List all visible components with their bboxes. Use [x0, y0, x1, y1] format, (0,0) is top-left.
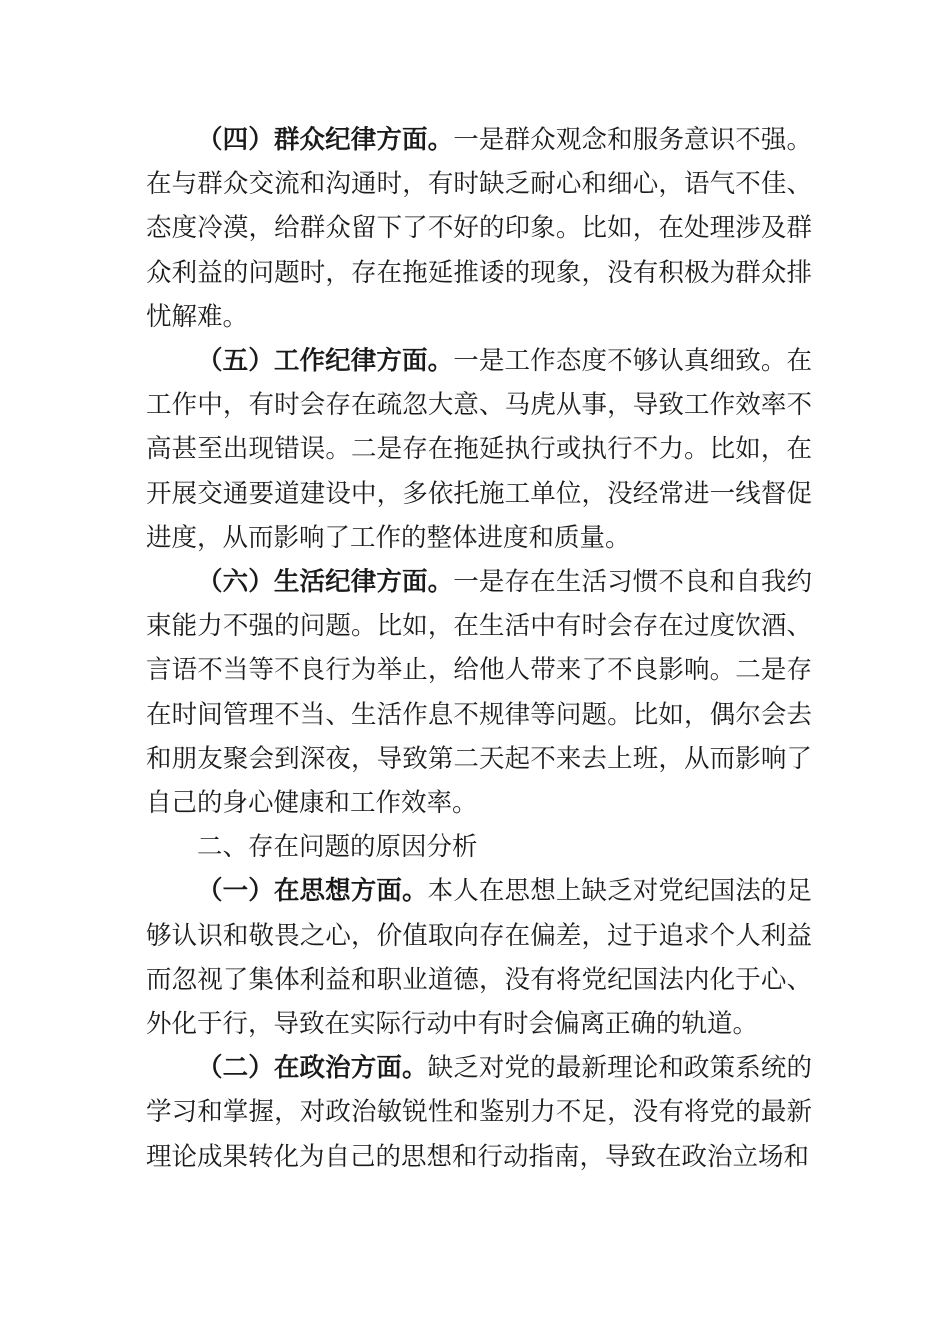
paragraph-lead: （五）工作纪律方面。 — [197, 346, 454, 377]
paragraph-text: 一是存在生活习惯不良和自我约束能力不强的问题。比如，在生活中有时会存在过度饮酒、言语不当等不良行为举止，给他人带来了不良影响。二是存在时间管理不当、生活作息不规律等问题。比如，偶尔会去和朋友聚会到深夜，导致第二天起不来去上班，从而影响了自己的身心健康和工作效率。 — [146, 567, 812, 819]
paragraph-text: 一是工作态度不够认真细致。在工作中，有时会存在疏忽大意、马虎从事，导致工作效率不高甚至出现错误。二是存在拖延执行或执行不力。比如，在开展交通要道建设中，多依托施工单位，没经常进一线督促进度，从而影响了工作的整体进度和质量。 — [146, 346, 812, 553]
paragraph-life-discipline — [146, 560, 812, 825]
paragraph-text: 一是群众观念和服务意识不强。在与群众交流和沟通时，有时缺乏耐心和细心，语气不佳、态度冷漠，给群众留下了不好的印象。比如，在处理涉及群众利益的问题时，存在拖延推诿的现象，没有积极为群众排忧解难。 — [146, 125, 812, 332]
paragraph-text: 缺乏对党的最新理论和政策系统的学习和掌握，对政治敏锐性和鉴别力不足，没有将党的最新理论成果转化为自己的思想和行动指南，导致在政治立场和 — [146, 1053, 812, 1172]
paragraph-ideology — [146, 869, 812, 1046]
paragraph-lead: （四）群众纪律方面。 — [197, 125, 454, 155]
paragraph-text: 本人在思想上缺乏对党纪国法的足够认识和敬畏之心，价值取向存在偏差，过于追求个人利益而忽视了集体利益和职业道德，没有将党纪国法内化于心、外化于行，导致在实际行动中有时会偏离正确的轨道。 — [146, 876, 812, 1040]
paragraph-lead: （六）生活纪律方面。 — [197, 567, 454, 598]
paragraph-lead: （二）在政治方面。 — [197, 1053, 428, 1084]
document-body — [146, 118, 812, 1179]
paragraph-politics — [146, 1046, 812, 1179]
paragraph-work-discipline — [146, 339, 812, 560]
paragraph-lead: （一）在思想方面。 — [197, 876, 428, 907]
section-heading: 二、存在问题的原因分析 — [197, 832, 478, 863]
paragraph-mass-discipline — [146, 118, 812, 339]
